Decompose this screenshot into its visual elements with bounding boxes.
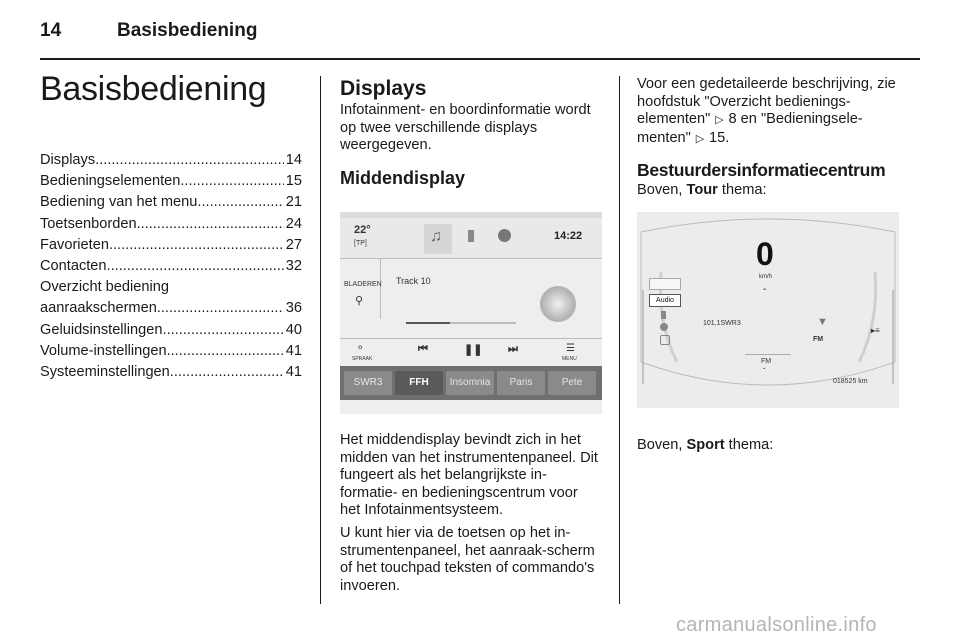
- tp-indicator: [TP]: [354, 240, 367, 247]
- page-ref-arrow-icon: ▷: [695, 132, 705, 145]
- search-icon: ⚲: [355, 295, 364, 307]
- toc-entry[interactable]: Toetsenborden ..... 24: [40, 214, 302, 235]
- watermark: carmanualsonline.info: [676, 614, 877, 636]
- speed-unit: km/h: [759, 274, 773, 280]
- browse-button[interactable]: [340, 259, 381, 319]
- toc-entry[interactable]: Bedieningselementen ..... 15: [40, 171, 302, 192]
- nav-icon[interactable]: [660, 323, 668, 331]
- preset-button[interactable]: Pete: [548, 371, 596, 395]
- next-station-icon[interactable]: ▸≡: [871, 326, 880, 335]
- toc-entry[interactable]: Contacten ..... 32: [40, 256, 302, 277]
- band-label: FM: [813, 336, 824, 343]
- preset-button[interactable]: SWR3: [344, 371, 392, 395]
- music-note-icon: ♫: [430, 228, 442, 245]
- middisplay-text: [340, 432, 602, 595]
- odometer: 018525 km: [833, 378, 868, 385]
- column-divider-2: [619, 76, 620, 604]
- header-rule: [40, 58, 920, 60]
- subheading-middendisplay: Middendisplay: [340, 167, 466, 188]
- middisplay-illustration: [340, 212, 602, 414]
- chapter-title: Basisbediening: [40, 70, 267, 108]
- dic-heading: Bestuurdersinformatiecentrum: [637, 160, 886, 181]
- page-ref[interactable]: 8: [728, 111, 737, 128]
- speech-icon[interactable]: ⚬: [356, 343, 365, 354]
- toc-entry[interactable]: Volume-instellingen ..... 41: [40, 341, 302, 362]
- reference-paragraph: Voor een gedetaileerde beschrijving, zie hoofdstuk "Overzicht bedienings-elementen" ▷ 8 en "Bedieningsele-menten" ▷ 15.: [637, 76, 901, 148]
- chevron-up-icon: ˆ: [763, 288, 767, 299]
- toc-entry[interactable]: Favorieten ..... 27: [40, 235, 302, 256]
- column-3: [637, 76, 901, 200]
- phone-icon[interactable]: [661, 311, 666, 319]
- middisplay-paragraph-1: Het middendisplay bevindt zich in het midden van het instrumentenpaneel. Dit fungeert als het belangrijkste in-formatie- en bedieningscentrum voor het Infotainmentsysteem.: [340, 432, 598, 519]
- preset-button[interactable]: Insomnia: [446, 371, 494, 395]
- audio-tab[interactable]: Audio: [649, 294, 681, 307]
- next-icon[interactable]: ⏭: [508, 343, 518, 355]
- audio-tab[interactable]: [424, 224, 452, 254]
- band-divider: [745, 354, 791, 355]
- track-title: Track 10: [396, 276, 431, 286]
- column-divider-1: [320, 76, 321, 604]
- sport-caption: Boven, Sport thema:: [637, 437, 774, 453]
- menu-icon[interactable]: ☰: [566, 343, 575, 354]
- station-name: 101,1SWR3: [703, 320, 741, 327]
- displays-section: [340, 76, 602, 190]
- toc-entry[interactable]: Bediening van het menu ..... 21: [40, 192, 302, 213]
- pause-icon[interactable]: ❚❚: [464, 344, 483, 356]
- transport-bar: [340, 338, 602, 367]
- page-number: 14: [40, 20, 62, 41]
- toc-entry[interactable]: Overzicht bediening aanraakschermen ..... 36: [40, 277, 302, 319]
- clock: 14:22: [554, 230, 583, 242]
- phone-icon[interactable]: [468, 230, 474, 242]
- temperature: 22°: [354, 224, 371, 236]
- speech-label: SPRAAK: [352, 356, 373, 362]
- section-heading: Displays: [340, 77, 427, 100]
- preset-button[interactable]: FFH: [395, 371, 443, 395]
- antenna-icon: ▼: [817, 316, 828, 328]
- status-bar: [340, 218, 602, 259]
- middisplay-paragraph-2: U kunt hier via de toetsen op het in-strumentenpaneel, het aanraak-scherm of het touchpad teksten of commando's invoeren.: [340, 524, 595, 594]
- progress-fill: [406, 322, 450, 324]
- toc-entry[interactable]: Geluidsinstellingen ..... 40: [40, 320, 302, 341]
- table-of-contents: [40, 150, 302, 383]
- band-selector[interactable]: FM: [761, 358, 772, 365]
- previous-icon[interactable]: ⏮: [418, 343, 428, 355]
- cluster-side-menu: [649, 278, 679, 358]
- intro-paragraph: Infotainment- en boordinformatie wordt op twee verschillende displays weergegeven.: [340, 102, 591, 154]
- toc-entry[interactable]: Displays ..... 14: [40, 150, 302, 171]
- menu-tab[interactable]: [649, 278, 681, 290]
- progress-bar[interactable]: [406, 322, 516, 324]
- cd-icon: [540, 286, 576, 322]
- settings-icon[interactable]: [660, 335, 670, 345]
- page-ref[interactable]: 15.: [708, 129, 730, 146]
- page-ref-arrow-icon: ▷: [715, 114, 724, 127]
- toc-entry[interactable]: Systeeminstellingen ..... 41: [40, 362, 302, 383]
- menu-label: MENU: [562, 356, 577, 362]
- speed-value: 0: [756, 236, 774, 272]
- running-header: Basisbediening: [117, 20, 258, 41]
- sport-caption-block: [637, 437, 901, 455]
- preset-button[interactable]: Paris: [497, 371, 545, 395]
- cluster-tour-illustration: [637, 212, 899, 408]
- chevron-down-icon: ˇ: [763, 367, 766, 376]
- tour-caption: Boven, Tour thema:: [637, 182, 767, 199]
- nav-icon[interactable]: [498, 229, 511, 242]
- preset-bar: [340, 366, 602, 400]
- browse-label: BLADEREN: [344, 281, 382, 288]
